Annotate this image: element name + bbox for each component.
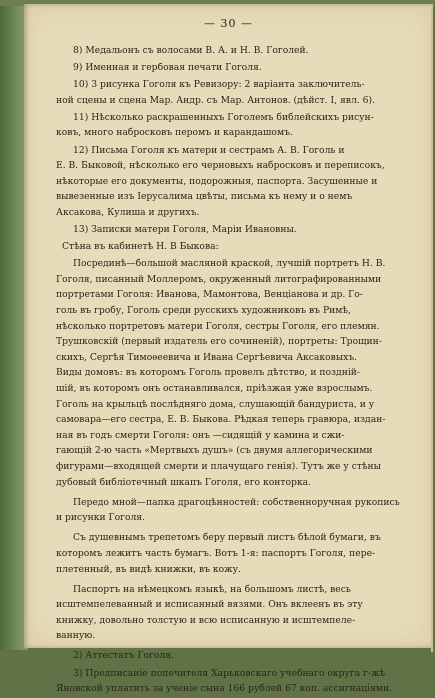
- list-item-mother-notes: 13) Записки матери Гоголя, Маріи Ивановны.: [73, 224, 297, 236]
- book-page: [24, 4, 433, 695]
- list-item-certificate: 2) Аттестатъ Гоголя.: [73, 650, 174, 662]
- list-item-revizor-drawings: 10) 3 рисунка Гоголя къ Ревизору: 2 варіанта заключитель- ной сцены и сцена Мар. Андр. съ Мар. Антонов. (дѣйст. I, явл. 6).: [56, 79, 375, 106]
- list-item-letters: 12) Письма Гоголя къ матери и сестрамъ А. В. Гоголь и Е. В. Быковой, нѣсколько его черновыхъ набросковъ и переписокъ, нѣкоторые его документы, подорожныя, паспорта. Засушенные и вывезенные изъ Іерусалима цвѣты, письма къ нему и о немъ Аксакова, Кулиша и другихъ.: [56, 144, 385, 218]
- paragraph-passport: Паспортъ на нѣмецкомъ языкѣ, на большомъ листѣ, весь исштемпелеванный и исписанный вязями. Онъ вклеенъ въ эту книжку, довольно толстую и всю исписанную и исштемпеле- ванную.: [56, 583, 363, 642]
- list-item-medallion: 8) Медальонъ съ волосами В. А. и Н. В. Гоголей.: [73, 45, 309, 56]
- page-edge: [431, 8, 433, 652]
- paragraph-folder: Передо мной—папка драгоцѣнностей: собственноручная рукопись и рисунки Гоголя.: [56, 496, 400, 524]
- paragraph-first-sheet: Съ душевнымъ трепетомъ беру первый листъ бѣлой бумаги, въ которомъ лежитъ часть бумагъ. Вотъ 1-я: паспортъ Гоголя, пере- плетенный, въ видѣ книжки, въ кожу.: [56, 532, 381, 575]
- section-heading-wall: Стѣна въ кабинетѣ Н. В Быкова:: [62, 241, 219, 253]
- paragraph-portraits: Посрединѣ—большой масляной краской, лучшій портретъ Н. В. Гоголя, писанный Моллеромъ, окруженный литографированными портретами Гоголя: Иванова, Мамонтова, Венціанова и др. Го- голь въ гробу, Гоголь среди русскихъ художниковъ въ Римѣ, нѣсколько портретовъ матери Гоголя, сестры Гоголя, его племян. Трушковскій (первый издатель его сочиненій), портреты: Трощин- скихъ, Сергѣя Тимоѳеевича и Ивана Сергѣевича Аксаковыхъ. Виды домовъ: въ которомъ Гоголь провелъ дѣтство, и поздній- шій, въ которомъ онъ останавливался, пріѣзжая уже взрослымъ. Гоголь на крыльцѣ послѣдняго дома, слушающій бандуриста, и у самовара—его сестра, Е. В. Быкова. Рѣдкая теперь гравюра, издан- ная въ годъ смерти Гоголя: онъ —сидящій у камина и сжи- гающій 2-ю часть «Мертвыхъ душъ» (съ двумя аллегорическими фигурами—входящей смерти и плачущаго генія). Тутъ же у стѣны дубовый библіотечный шкапъ Гоголя, его конторка.: [56, 258, 386, 488]
- list-item-prescription: 3) Предписаніе попечителя Харьковскаго учебнаго округа г-жѣ Яновской уплатить за ученіе сына 166 рублей 67 коп. ассигнаціями.: [56, 667, 393, 695]
- page-text: [56, 43, 420, 698]
- list-item-biblical-drawings: 11) Нѣсколько раскрашенныхъ Гоголемъ библейскихъ рисун- ковъ, много набросковъ перомъ и карандашомъ.: [56, 111, 374, 139]
- list-item-seals: 9) Именная и гербовая печати Гоголя.: [73, 62, 262, 74]
- page-number: — 30 —: [204, 17, 253, 30]
